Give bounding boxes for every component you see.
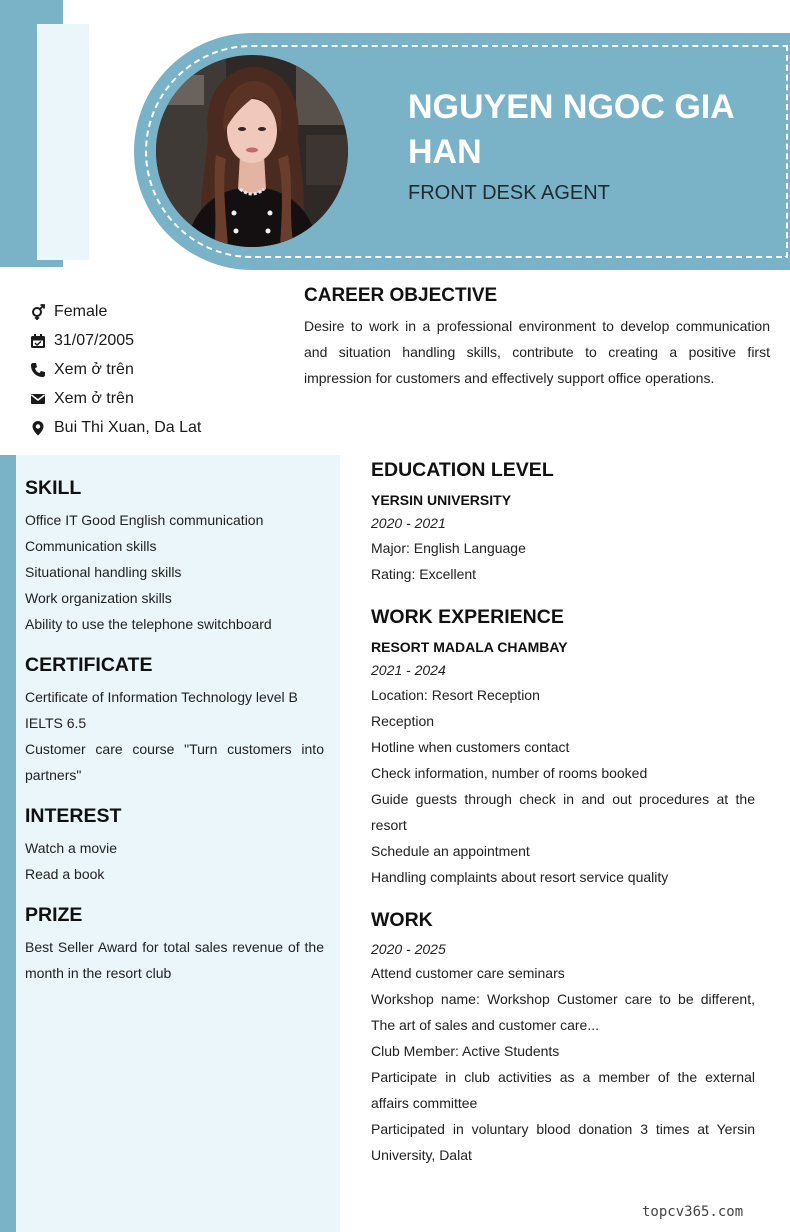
contact-gender: [30, 297, 280, 326]
contact-list: [30, 297, 280, 442]
interest-item: Read a book: [25, 866, 105, 882]
career-objective-text: Desire to work in a professional environment to develop communication and situation handling skills, contribute to creating a positive first impression for customers and effectively support office operations.: [304, 318, 770, 386]
certificate-item: IELTS 6.5: [25, 715, 87, 731]
work-section: [371, 908, 755, 1168]
work-experience-company: RESORT MADALA CHAMBAY: [371, 639, 568, 655]
certificate-section: [25, 653, 324, 788]
work-experience-detail: Schedule an appointment: [371, 843, 530, 859]
skill-item: Ability to use the telephone switchboard: [25, 616, 272, 632]
work-detail: Workshop name: Workshop Customer care to be different, The art of sales and customer care...: [371, 991, 755, 1033]
skill-section: [25, 476, 324, 637]
work-experience-heading: WORK EXPERIENCE: [371, 606, 564, 628]
interest-item: Watch a movie: [25, 840, 118, 856]
work-heading: WORK: [371, 909, 433, 931]
work-experience-detail: Location: Resort Reception: [371, 687, 540, 703]
watermark: topcv365.com: [642, 1204, 744, 1220]
prize-heading: PRIZE: [25, 904, 83, 926]
phone-icon: [30, 362, 46, 378]
work-experience-detail: Guide guests through check in and out procedures at the resort: [371, 791, 755, 833]
skill-item: Work organization skills: [25, 590, 172, 606]
prize-section: [25, 903, 324, 986]
education-school: YERSIN UNIVERSITY: [371, 492, 512, 508]
work-period: 2020 - 2025: [371, 941, 446, 957]
skill-item: Communication skills: [25, 538, 157, 554]
contact-phone-text: Xem ở trên: [54, 360, 134, 378]
interest-heading: INTEREST: [25, 805, 122, 827]
work-detail: Participate in club activities as a member of the external affairs committee: [371, 1069, 755, 1111]
left-column: [25, 476, 324, 986]
profile-photo: [156, 55, 348, 247]
contact-address-text: Bui Thi Xuan, Da Lat: [54, 418, 202, 436]
certificate-item: Customer care course "Turn customers into partners": [25, 741, 324, 783]
contact-email: [30, 384, 280, 413]
career-objective-heading: CAREER OBJECTIVE: [304, 285, 498, 306]
calendar-icon: [30, 333, 46, 349]
contact-address: [30, 413, 280, 442]
skill-item: Office IT Good English communication: [25, 512, 264, 528]
location-icon: [30, 420, 46, 436]
skill-heading: SKILL: [25, 477, 82, 499]
work-detail: Participated in voluntary blood donation 3 times at Yersin University, Dalat: [371, 1121, 755, 1163]
candidate-name: NGUYEN NGOC GIA HAN: [408, 88, 734, 171]
work-experience-detail: Handling complaints about resort service quality: [371, 869, 669, 885]
profile-photo-image: [156, 55, 348, 247]
contact-birthday-text: 31/07/2005: [54, 331, 135, 349]
contact-phone: [30, 355, 280, 384]
work-experience-detail: Check information, number of rooms booked: [371, 765, 648, 781]
education-heading: EDUCATION LEVEL: [371, 459, 554, 481]
education-period: 2020 - 2021: [371, 515, 446, 531]
prize-item: Best Seller Award for total sales revenue of the month in the resort club: [25, 939, 324, 981]
email-icon: [30, 391, 46, 407]
work-detail: Club Member: Active Students: [371, 1043, 560, 1059]
gender-icon: [30, 304, 46, 320]
work-experience-period: 2021 - 2024: [371, 662, 446, 678]
skill-item: Situational handling skills: [25, 564, 182, 580]
candidate-position: FRONT DESK AGENT: [408, 182, 610, 204]
education-detail: Rating: Excellent: [371, 566, 477, 582]
education-section: [371, 458, 755, 587]
certificate-item: Certificate of Information Technology level B: [25, 689, 298, 705]
work-detail: Attend customer care seminars: [371, 965, 565, 981]
certificate-heading: CERTIFICATE: [25, 654, 153, 676]
decor-light-panel: [37, 24, 89, 260]
contact-email-text: Xem ở trên: [54, 389, 134, 407]
work-experience-detail: Hotline when customers contact: [371, 739, 570, 755]
career-objective-section: [304, 285, 770, 391]
contact-gender-text: Female: [54, 302, 108, 320]
work-experience-section: [371, 605, 755, 890]
interest-section: [25, 804, 324, 887]
right-column: [371, 458, 755, 1168]
work-experience-detail: Reception: [371, 713, 435, 729]
contact-birthday: [30, 326, 280, 355]
education-detail: Major: English Language: [371, 540, 526, 556]
